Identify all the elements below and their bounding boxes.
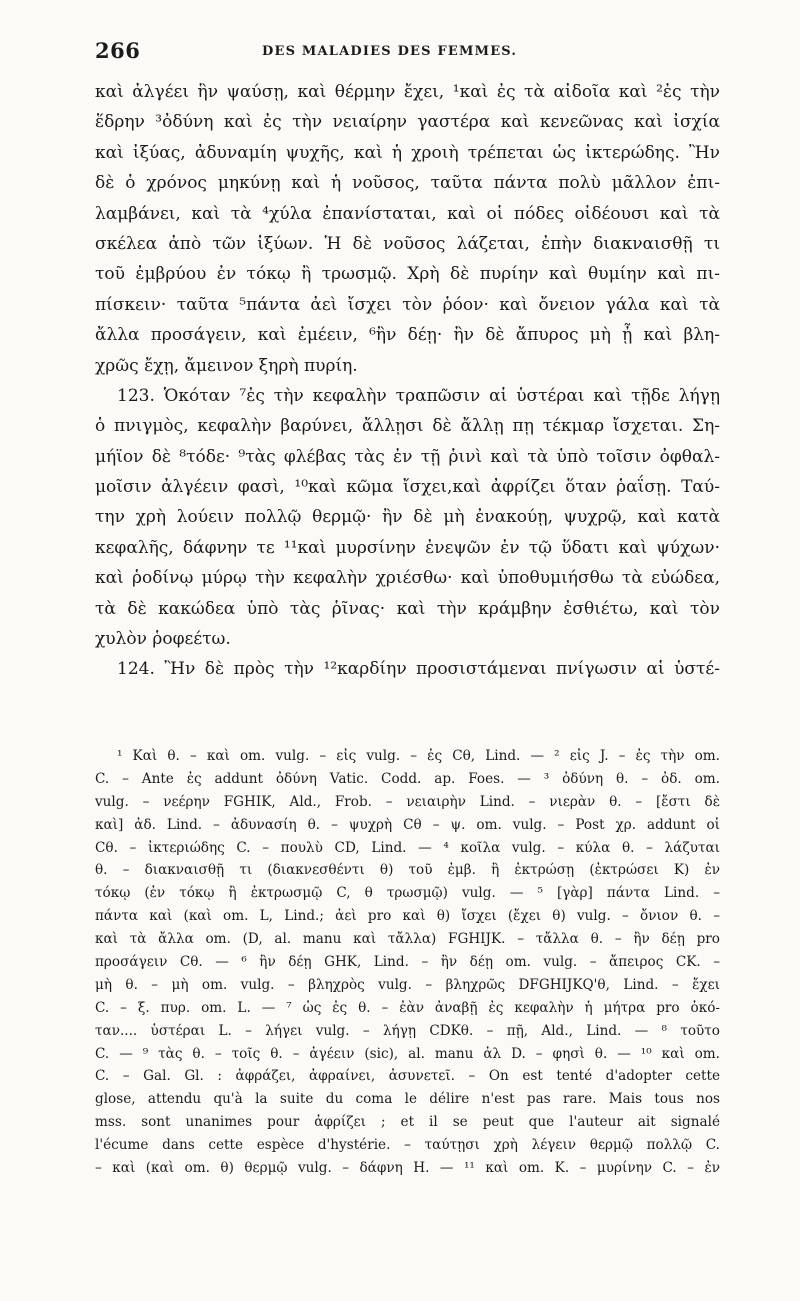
text-line: μήϊον δὲ ⁸τόδε· ⁹τὰς φλέβας τὰς ἐν τῇ ῥινὶ καὶ τὰ ὑπὸ τοῖσιν ὀφθαλ- [95, 446, 720, 467]
footnote-line: προσάγειν Cθ. — ⁶ ἢν δέῃ GHK, Lind. – ἢν δέῃ om. vulg. – ἄπειρος CK. – [95, 954, 720, 971]
footnote-line: C. – ξ. πυρ. om. L. — ⁷ ὡς ἐς θ. – ἐὰν ἀναβῇ ἐς κεφαλὴν ἡ μήτρα pro ὁκό- [95, 999, 720, 1016]
text-line: ἄλλα προσάγειν, καὶ ἐμέειν, ⁶ἢν δέῃ· ἢν δὲ ἄπυρος μὴ ᾖ καὶ βλη- [95, 325, 720, 346]
text-line: τοῦ ἐμβρύου ἐν τόκῳ ἢ τρωσμῷ. Χρὴ δὲ πυρίην καὶ θυμίην καὶ πι- [95, 264, 720, 285]
text-line: καὶ ἰξύας, ἀδυναμίη ψυχῆς, καὶ ἡ χροιὴ τρέπεται ὡς ἰκτερώδης. Ἢν [95, 142, 720, 163]
text-line: κεφαλῆς, δάφνην τε ¹¹καὶ μυρσίνην ἐνεψῶν ἐν τῷ ὕδατι καὶ ψύχων· [95, 537, 720, 558]
text-line: χυλὸν ῥοφεέτω. [95, 629, 231, 650]
footnote-line: καὶ τὰ ἄλλα om. (D, al. manu καὶ τἄλλα) FGHIJK. – τἄλλα θ. – ἢν δέῃ pro [95, 931, 720, 948]
footnote-line: C. – Gal. Gl. : ἀφράζει, ἀφραίνει, ἀσυνετεῖ. – On est tenté d'adopter cette [95, 1068, 720, 1085]
page-number: 266 [95, 38, 141, 63]
footnote-line: C. – Ante ἐς addunt ὀδύνη Vatic. Codd. ap. Foes. — ³ ὀδύνη θ. – ὀδ. om. [95, 770, 720, 787]
footnote-line: – καὶ (καὶ om. θ) θερμῷ vulg. – δάφνη H. — ¹¹ καὶ om. K. – μυρίνην C. – ἐν [95, 1160, 720, 1177]
text-line: δὲ ὁ χρόνος μηκύνῃ καὶ ἡ νοῦσος, ταῦτα πάντα πολὺ μᾶλλον ἐπι- [95, 173, 720, 194]
text-line: ὁ πνιγμὸς, κεφαλὴν βαρύνει, ἄλλῃσι δὲ ἄλλῃ πῃ τέκμαρ ἴσχεται. Ση- [95, 416, 720, 437]
page-header [95, 38, 714, 68]
text-line: ἕδρην ³ὀδύνη καὶ ἐς τὴν νειαίρην γαστέρα καὶ κενεῶνας καὶ ἰσχία [95, 112, 720, 133]
text-line: καὶ ῥοδίνῳ μύρῳ τὴν κεφαλὴν χριέσθω· καὶ ὑποθυμιήσθω τὰ εὐώδεα, [95, 568, 720, 589]
footnote-line: glose, attendu qu'à la suite du coma le délire n'est pas rare. Mais tous nos [95, 1091, 720, 1108]
text-line: τὰ δὲ κακώδεα ὑπὸ τὰς ῥῖνας· καὶ τὴν κράμβην ἐσθιέτω, καὶ τὸν [95, 598, 720, 619]
footnote-line: μὴ θ. – μὴ om. vulg. – βληχρὸς vulg. – βληχρῶς DFGHIJKQ'θ, Lind. – ἔχει [95, 976, 720, 993]
footnote-line: Cθ. – ἰκτεριώδης C. – πουλὺ CD, Lind. — ⁴ κοῖλα vulg. – κύλα θ. – λάζυται [95, 839, 720, 856]
footnote-line: ταν.... ὑστέραι L. – λήγει vulg. – λήγῃ CDKθ. – πῇ, Ald., Lind. — ⁸ τοῦτο [95, 1022, 720, 1039]
running-head: DES MALADIES DES FEMMES. [262, 44, 518, 59]
text-line: μοῖσιν ἀλγέειν φασὶ, ¹⁰καὶ κῶμα ἴσχει,καὶ ἀφρίζει ὅταν ῥαΐσῃ. Ταύ- [95, 477, 720, 498]
footnote-line: mss. sont unanimes pour ἀφρίζει ; et il se peut que l'auteur ait signalé [95, 1114, 720, 1131]
footnote-line: l'écume dans cette espèce d'hystérie. – ταύτῃσι χρὴ λέγειν θερμῷ πολλῷ C. [95, 1137, 720, 1154]
footnote-line: τόκῳ (ἐν τόκῳ ἢ ἐκτρωσμῷ C, θ τρωσμῷ) vulg. — ⁵ [γὰρ] πάντα Lind. – [95, 885, 720, 902]
section-123-heading-line: 123. Ὁκόταν ⁷ἐς τὴν κεφαλὴν τραπῶσιν αἱ ὑστέραι καὶ τῇδε λήγῃ [117, 385, 720, 406]
footnote-line: ¹ Καὶ θ. – καὶ om. vulg. – εἰς vulg. – ἐς Cθ, Lind. — ² εἰς J. – ἐς τὴν om. [117, 748, 720, 764]
footnotes [95, 745, 720, 1180]
text-line: χρῶς ἔχῃ, ἄμεινον ξηρὴ πυρίη. [95, 355, 358, 376]
footnote-line: θ. – διακναισθῇ τι (διακνεσθέντι θ) τοῦ ἐμβ. ἢ ἐκτρώσῃ (ἐκτρώσει K) ἐν [95, 862, 720, 879]
text-line: την χρὴ λούειν πολλῷ θερμῷ· ἢν δὲ μὴ ἐνακούῃ, ψυχρῷ, καὶ κατὰ [95, 507, 720, 528]
main-text [95, 77, 720, 685]
footnote-line: καὶ] ἀδ. Lind. – ἀδυνασίη θ. – ψυχρὴ Cθ – ψ. om. vulg. – Post χρ. addunt οἱ [95, 816, 720, 833]
footnote-line: C. — ⁹ τὰς θ. – τοῖς θ. – ἀγέειν (sic), al. manu ἀλ D. – φησὶ θ. — ¹⁰ καὶ om. [95, 1045, 720, 1062]
text-line: καὶ ἀλγέει ἣν ψαύσῃ, καὶ θέρμην ἔχει, ¹καὶ ἐς τὰ αἰδοῖα καὶ ²ἐς τὴν [95, 82, 720, 102]
section-124-heading-line: 124. Ἢν δὲ πρὸς τὴν ¹²καρδίην προσιστάμεναι πνίγωσιν αἱ ὑστέ- [117, 659, 720, 680]
text-line: λαμβάνει, καὶ τὰ ⁴χύλα ἐπανίσταται, καὶ οἱ πόδες οἰδέουσι καὶ τὰ [95, 203, 720, 224]
text-line: πίσκειν· ταῦτα ⁵πάντα ἀεὶ ἴσχει τὸν ῥόον· καὶ ὄνειον γάλα καὶ τὰ [95, 294, 720, 315]
footnote-line: πάντα καὶ (καὶ om. L, Lind.; ἀεὶ pro καὶ θ) ἴσχει (ἔχει θ) vulg. – ὄνιον θ. – [95, 908, 720, 925]
text-line: σκέλεα ἀπὸ τῶν ἰξύων. Ἡ δὲ νοῦσος λάζεται, ἐπὴν διακναισθῇ τι [95, 233, 720, 254]
footnote-line: vulg. – νεέρην FGHIK, Ald., Frob. – νειαιρὴν Lind. – νιερὰν θ. – [ἔστι δὲ [95, 793, 720, 810]
